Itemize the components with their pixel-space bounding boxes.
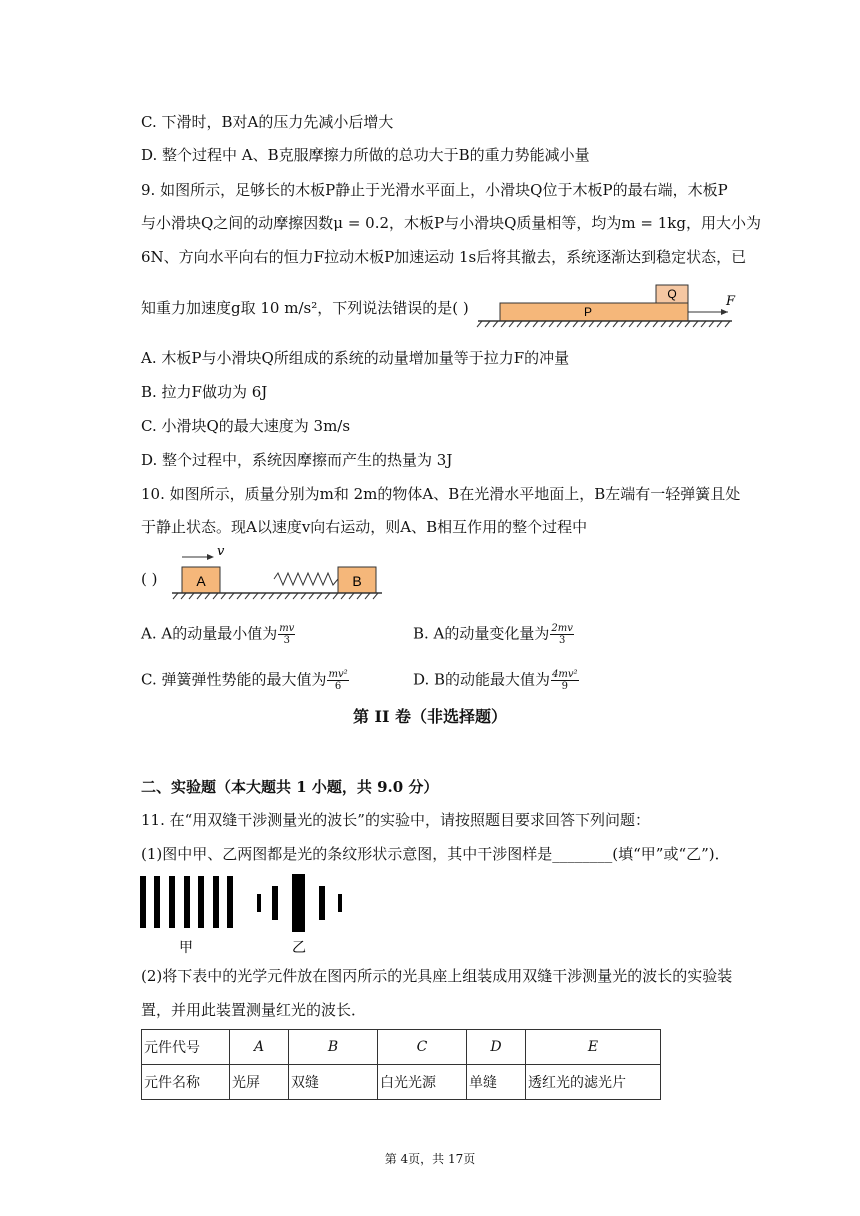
q10-stem-line1: 10. 如图所示，质量分别为m和 2m的物体A、B在光滑水平地面上，B左端有一轻弹簧且处 [141,485,741,503]
q11-sub2-line1: (2)将下表中的光学元件放在图丙所示的光具座上组装成用双缝干涉测量光的波长的实验装 [141,967,733,985]
q10-option-b [413,623,574,646]
table-cell: 光屏 [230,1065,289,1100]
ground-hatching [173,593,378,599]
table-header-cell: D [467,1030,526,1065]
fringe-label-jia: 甲 [179,940,193,956]
q10-option-c-fraction: $\frac{\text{mv²}}{6}$ [328,669,348,692]
fringe-pattern-jia [140,876,233,928]
fringe-pattern-yi [257,874,342,932]
table-cell: 透红光的滤光片 [526,1065,661,1100]
q10-option-c-text: C. 弹簧弹性势能的最大值为 [141,670,327,689]
q10-option-b-fraction: $\frac{2mv}{3}$ [551,623,573,646]
q9-stem-line1: 9. 如图所示，足够长的木板P静止于光滑水平面上，小滑块Q位于木板P的最右端，木板P [141,181,728,199]
velocity-label: v [217,544,225,559]
page-footer: 第 4页，共 17页 [384,1152,476,1166]
q9-figure [470,283,740,333]
q10-option-d-fraction: $\frac{\text{4mv²}}{9}$ [552,669,578,692]
block-q-label: Q [667,287,677,301]
q8-option-d: D. 整个过程中 A、B克服摩擦力所做的总功大于B的重力势能减小量 [141,146,590,164]
q10-option-d-text: D. B的动能最大值为 [413,670,551,689]
q11-fringe-figure [140,872,360,958]
spring [274,573,338,585]
q8-option-c: C. 下滑时，B对A的压力先减小后增大 [141,113,394,131]
q10-figure [170,545,390,603]
block-b-label: B [352,573,362,589]
table-header-cell: 元件代号 [142,1030,230,1065]
q10-option-a [141,623,295,646]
table-header-cell: C [378,1030,467,1065]
force-label: F [726,294,736,309]
q10-option-a-text: A. A的动量最小值为 [141,624,278,643]
table-row [142,1065,661,1100]
table-header-cell: B [289,1030,378,1065]
q10-stem-line2: 于静止状态。现A以速度v向右运动，则A、B相互作用的整个过程中 [141,518,588,536]
components-table [141,1029,661,1100]
table-header-cell: E [526,1030,661,1065]
q10-option-b-text: B. A的动量变化量为 [413,624,550,643]
q10-option-a-fraction: $\frac{mv}{3}$ [279,623,295,646]
part2-heading: 二、实验题（本大题共 1 小题，共 9.0 分） [141,778,439,796]
ground-hatching [477,321,730,327]
velocity-arrowhead [207,554,214,560]
q9-option-b: B. 拉力F做功为 6J [141,383,268,401]
section-title: 第 II 卷（非选择题） [352,707,508,726]
table-cell: 元件名称 [142,1065,230,1100]
block-a-label: A [196,573,206,589]
q9-option-c: C. 小滑块Q的最大速度为 3m/s [141,417,351,435]
table-cell: 白光光源 [378,1065,467,1100]
fringe-label-yi: 乙 [292,940,306,956]
table-cell: 双缝 [289,1065,378,1100]
q11-sub2-line2: 置，并用此装置测量红光的波长． [141,1001,367,1019]
q9-option-d: D. 整个过程中，系统因摩擦而产生的热量为 3J [141,451,453,469]
q9-stem-line2: 与小滑块Q之间的动摩擦因数μ = 0.2，木板P与小滑块Q质量相等，均为m = 1kg，用大小为 [141,214,761,232]
q11-stem: 11. 在“用双缝干涉测量光的波长”的实验中，请按照题目要求回答下列问题： [141,811,650,829]
table-header-cell: A [230,1030,289,1065]
force-arrowhead [721,309,728,315]
q9-option-a: A. 木板P与小滑块Q所组成的系统的动量增加量等于拉力F的冲量 [141,349,570,367]
table-cell: 单缝 [467,1065,526,1100]
board-p [500,303,688,321]
q10-option-d [413,669,579,692]
q9-stem-line4: 知重力加速度g取 10 m/s²，下列说法错误的是( ) [141,299,469,317]
table-row [142,1030,661,1065]
q9-stem-line3: 6N、方向水平向右的恒力F拉动木板P加速运动 1s后将其撤去，系统逐渐达到稳定状态，已 [141,248,747,266]
q10-answer-blank: ( ) [141,570,158,588]
q11-sub1: (1)图中甲、乙两图都是光的条纹形状示意图，其中干涉图样是________(填“甲”或“乙”)． [141,845,730,863]
q10-option-c [141,669,349,692]
board-p-label: P [583,305,593,319]
